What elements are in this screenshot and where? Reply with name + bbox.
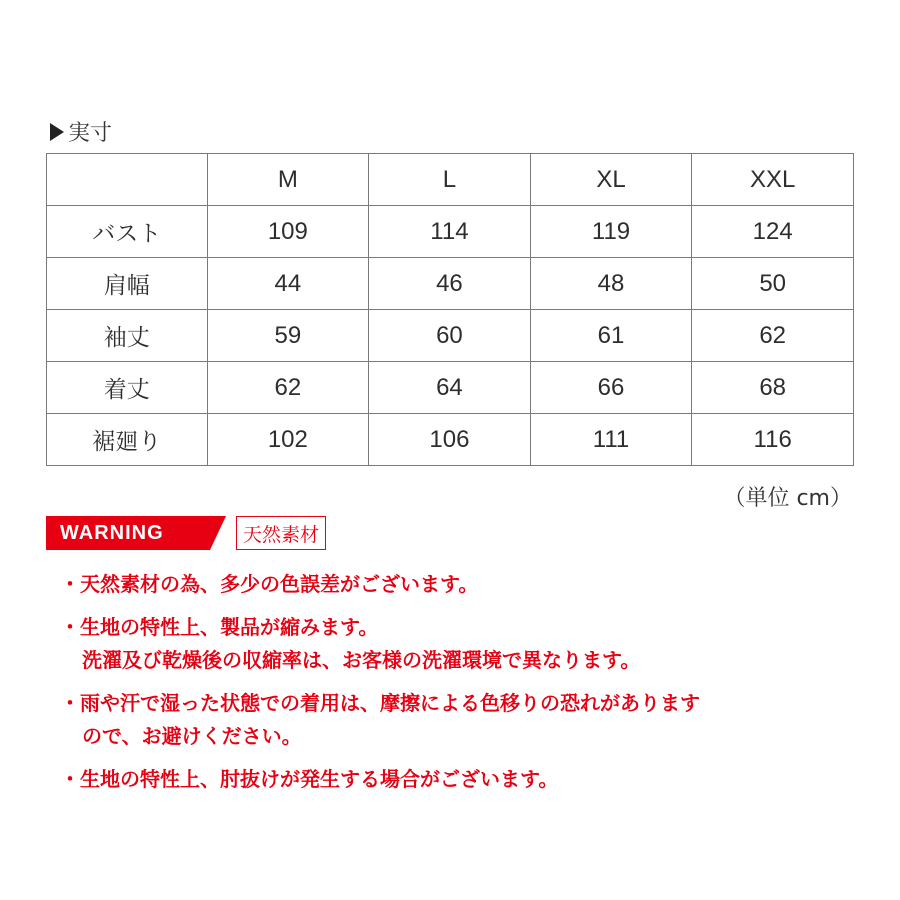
note-line: ・ 生地の特性上、製品が縮みます。 [64, 611, 864, 644]
table-cell: 116 [692, 414, 854, 466]
size-table [46, 153, 854, 466]
table-cell: 124 [692, 206, 854, 258]
table-cell: 111 [530, 414, 692, 466]
note-line: ・ 雨や汗で湿った状態での着用は、摩擦による色移りの恐れがあります [64, 687, 864, 720]
row-label: 肩幅 [47, 258, 208, 310]
table-cell: 62 [692, 310, 854, 362]
table-row [47, 310, 854, 362]
column-header: XXL [692, 154, 854, 206]
row-label: 着丈 [47, 362, 208, 414]
row-label: 裾廻り [47, 414, 208, 466]
table-cell: 62 [207, 362, 369, 414]
warning-notes [64, 568, 864, 806]
table-row [47, 258, 854, 310]
column-header: M [207, 154, 369, 206]
table-cell: 48 [530, 258, 692, 310]
table-cell: 64 [369, 362, 531, 414]
table-cell: 106 [369, 414, 531, 466]
note-line: ・ 天然素材の為、多少の色誤差がございます。 [64, 568, 864, 601]
note-line: 洗濯及び乾燥後の収縮率は、お客様の洗濯環境で異なります。 [82, 648, 641, 672]
table-row [47, 414, 854, 466]
warning-badge: WARNING [46, 516, 210, 550]
column-header: XL [530, 154, 692, 206]
table-cell: 102 [207, 414, 369, 466]
table-cell: 66 [530, 362, 692, 414]
table-corner-cell [47, 154, 208, 206]
table-header-row [47, 154, 854, 206]
table-cell: 61 [530, 310, 692, 362]
column-header: L [369, 154, 531, 206]
unit-note: （単位 cm） [723, 486, 852, 511]
table-row [47, 206, 854, 258]
table-cell: 60 [369, 310, 531, 362]
table-cell: 50 [692, 258, 854, 310]
table-row [47, 362, 854, 414]
row-label: バスト [47, 206, 208, 258]
triangle-right-icon [50, 123, 64, 141]
table-cell: 109 [207, 206, 369, 258]
note-line: ので、お避けください。 [82, 724, 302, 748]
row-label: 袖丈 [47, 310, 208, 362]
table-cell: 59 [207, 310, 369, 362]
table-cell: 46 [369, 258, 531, 310]
section-title-text: 実寸 [68, 121, 113, 146]
note-item [64, 611, 864, 677]
note-item [64, 687, 864, 753]
note-item [64, 763, 864, 796]
warning-header [46, 516, 326, 550]
table-cell: 119 [530, 206, 692, 258]
table-cell: 114 [369, 206, 531, 258]
note-item [64, 568, 864, 601]
natural-material-tag: 天然素材 [236, 516, 326, 550]
note-line: ・ 生地の特性上、肘抜けが発生する場合がございます。 [64, 763, 864, 796]
section-title [50, 116, 112, 147]
table-cell: 68 [692, 362, 854, 414]
table-cell: 44 [207, 258, 369, 310]
